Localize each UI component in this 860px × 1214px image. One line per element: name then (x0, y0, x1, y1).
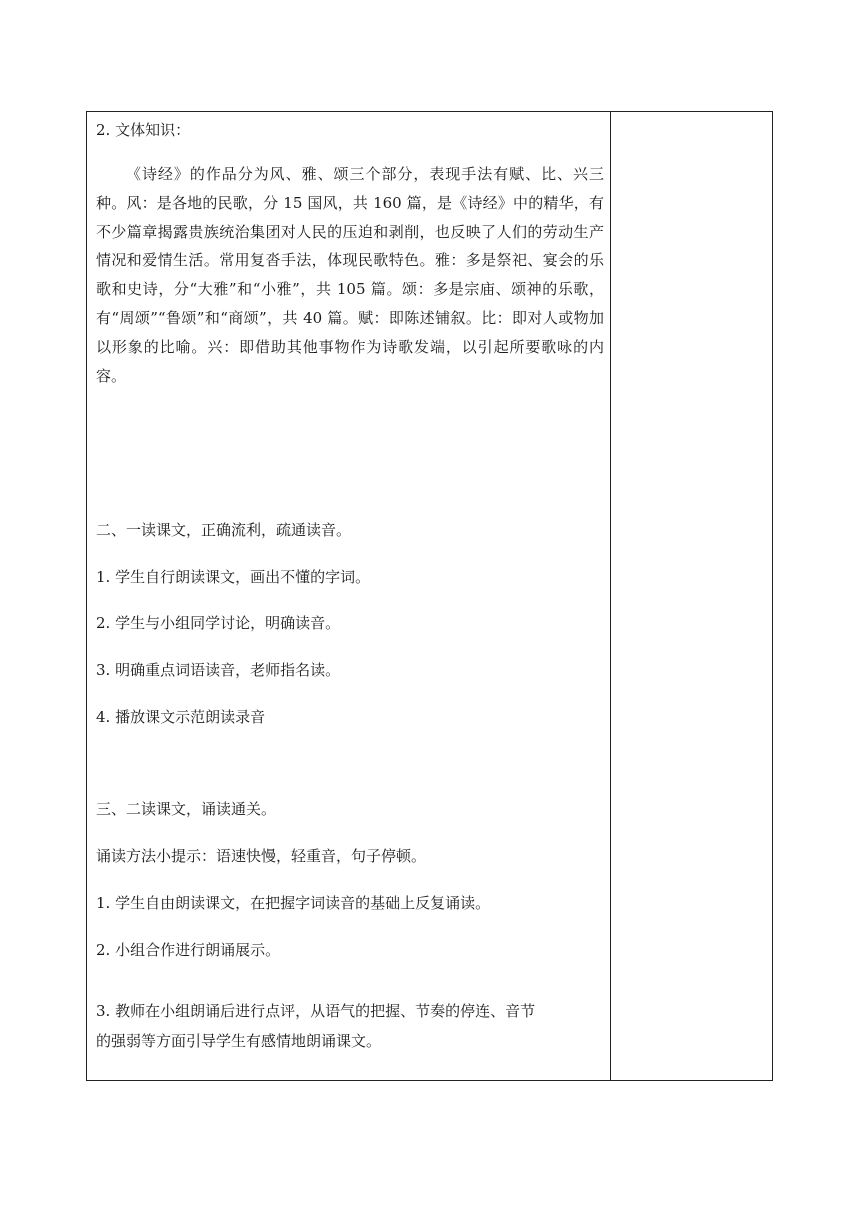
section1-heading: 2. 文体知识： (96, 121, 191, 139)
list-item: 1. 学生自由朗读课文，在把握字词读音的基础上反复诵读。 (96, 894, 491, 912)
list-item: 3. 明确重点词语读音，老师指名读。 (96, 661, 341, 679)
list-item: 4. 播放课文示范朗读录音 (96, 708, 266, 726)
column-divider (610, 111, 611, 1081)
list-item: 3. 教师在小组朗诵后进行点评，从语气的把握、节奏的停连、音节 (96, 1002, 536, 1020)
list-item: 2. 小组合作进行朗诵展示。 (96, 941, 281, 959)
list-item: 1. 学生自行朗读课文，画出不懂的字词。 (96, 568, 371, 586)
section2-heading: 二、一读课文，正确流利，疏通读音。 (96, 521, 352, 539)
reading-tip: 诵读方法小提示：语速快慢，轻重音，句子停顿。 (96, 847, 427, 865)
list-item-continuation: 的强弱等方面引导学生有感情地朗诵课文。 (96, 1032, 382, 1050)
list-item: 2. 学生与小组同学讨论，明确读音。 (96, 614, 341, 632)
section3-heading: 三、二读课文，诵读通关。 (96, 800, 277, 818)
genre-knowledge-paragraph: 《诗经》的作品分为风、雅、颂三个部分，表现手法有赋、比、兴三种。风：是各地的民歌，分 15 国风，共 160 篇，是《诗经》中的精华，有不少篇章揭露贵族统治集团对人民的压迫和剥削，也反映了人们的劳动生产情况和爱情生活。常用复沓手法，体现民歌特色。雅：多是祭祀、宴会的乐歌和史诗，分“大雅”和“小雅”，共 105 篇。颂：多是宗庙、颂神的乐歌，有“周颂”“鲁颂”和“商颂”，共 40 篇。赋：即陈述铺叙。比：即对人或物加以形象的比喻。兴：即借助其他事物作为诗歌发端，以引起所要歌咏的内容。 (96, 165, 604, 385)
